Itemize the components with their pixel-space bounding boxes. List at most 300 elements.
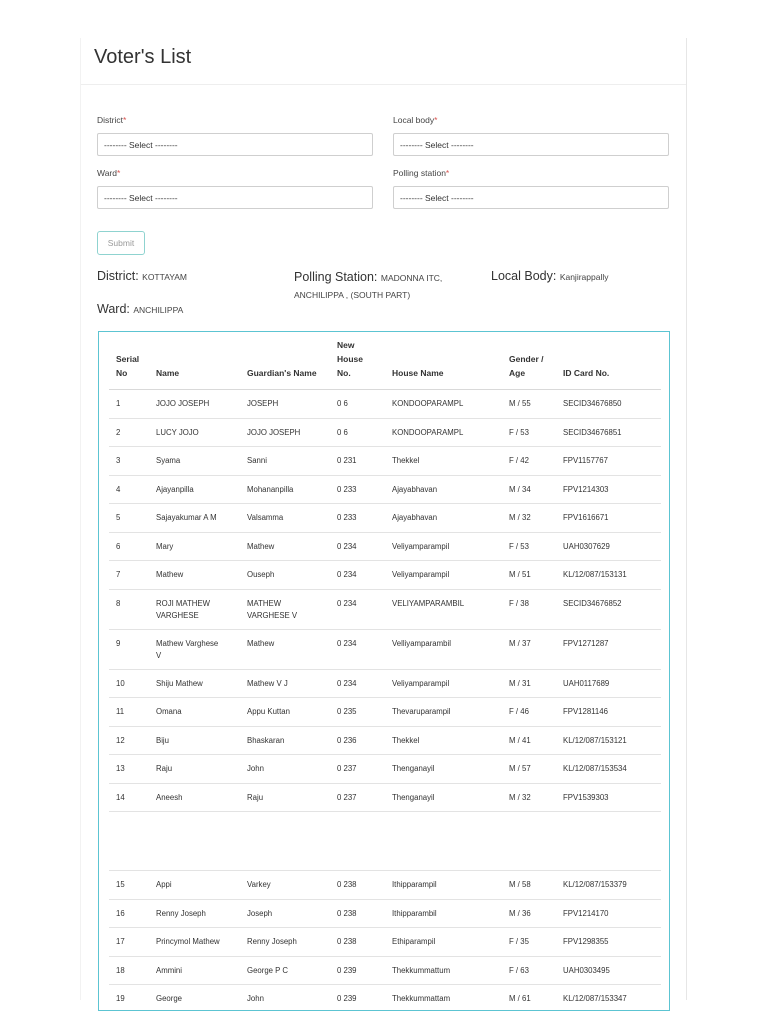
required-mark: * <box>445 168 450 178</box>
table-cell-text: LUCY JOJO <box>156 427 199 437</box>
table-cell-text: Aneesh <box>156 792 183 802</box>
table-row <box>109 698 661 727</box>
table-cell-guardian <box>247 965 288 977</box>
table-cell-text: 0 238 <box>337 880 357 889</box>
district-info-value: KOTTAYAM <box>142 272 188 282</box>
table-cell-house-name <box>392 455 419 467</box>
table-cell-house-name <box>392 879 437 891</box>
table-cell-text: Mathew V J <box>247 678 288 688</box>
table-cell-text: Ajayabhavan <box>392 513 438 522</box>
table-cell-name <box>156 512 217 524</box>
table-cell-gender-age <box>509 398 531 410</box>
table-cell-guardian <box>247 638 274 650</box>
table-cell-name <box>156 706 182 718</box>
table-cell-text: 0 6 <box>337 399 348 408</box>
table-cell-text: FPV1271287 <box>563 638 609 648</box>
table-cell-text: Princymol Mathew <box>156 937 220 946</box>
table-cell-name <box>156 638 218 662</box>
table-cell-text: Appi <box>156 880 172 889</box>
table-cell-name <box>156 763 172 775</box>
table-cell-name <box>156 455 180 467</box>
col-gender-header-line2: Age <box>509 368 526 378</box>
table-cell-text: Veliyamparampil <box>392 678 450 688</box>
district-select[interactable]: -------- Select -------- <box>97 133 373 156</box>
table-cell-text: Shiju Mathew <box>156 678 203 688</box>
table-cell-name <box>156 993 182 1005</box>
col-new-house-header-line2: House <box>337 354 363 364</box>
table-cell-id <box>563 792 609 804</box>
table-cell-text: Syama <box>156 456 181 465</box>
table-cell-id <box>563 706 608 718</box>
table-cell-text: KL/12/087/153121 <box>563 735 627 745</box>
table-cell-name <box>156 879 172 891</box>
table-cell-text: KONDOOPARAMPL <box>392 399 464 408</box>
table-cell-house-no <box>337 569 357 581</box>
table-cell-text: M / 55 <box>509 399 531 408</box>
table-cell-house-no <box>337 598 357 610</box>
table-cell-gender-age <box>509 908 531 920</box>
table-cell-house-name <box>392 792 434 804</box>
table-cell-text: 10 <box>116 678 125 688</box>
table-spacer-row <box>109 812 661 871</box>
col-guardian-header: Guardian's Name <box>247 368 317 378</box>
table-cell-house-name <box>392 706 451 718</box>
local-body-label <box>393 115 437 125</box>
table-cell-gender-age <box>509 427 529 439</box>
table-cell-guardian <box>247 512 283 524</box>
ward-label <box>97 168 120 178</box>
district-label <box>97 115 126 125</box>
table-cell-id <box>563 484 609 496</box>
table-cell-text: 6 <box>116 541 121 551</box>
table-cell-id <box>563 936 609 948</box>
table-cell-gender-age <box>509 735 531 747</box>
table-cell-text: SECID34676850 <box>563 399 622 408</box>
table-cell-name <box>156 735 169 747</box>
table-cell-text: M / 37 <box>509 638 531 648</box>
district-info-label: District: <box>97 269 139 283</box>
table-cell-house-no <box>337 792 357 804</box>
table-cell-serial <box>116 638 120 650</box>
local-body-info-label: Local Body: <box>491 269 557 283</box>
table-cell-serial <box>116 936 125 948</box>
table-cell-text: 0 234 <box>337 541 357 551</box>
table-cell-house-no <box>337 763 357 775</box>
table-cell-serial <box>116 908 125 920</box>
col-serial-header-line1: Serial <box>116 354 140 364</box>
table-cell-id <box>563 879 627 891</box>
table-row <box>109 590 661 630</box>
table-cell-id <box>563 638 609 650</box>
table-cell-text: 0 238 <box>337 908 357 918</box>
table-cell-guardian <box>247 993 264 1005</box>
table-cell-text: FPV1298355 <box>563 937 609 946</box>
table-cell-house-no <box>337 455 357 467</box>
table-cell-house-name <box>392 638 451 650</box>
table-cell-serial <box>116 706 124 718</box>
table-cell-text: 13 <box>116 764 125 773</box>
table-cell-guardian <box>247 455 267 467</box>
table-cell-text: Thenganayil <box>392 764 435 773</box>
table-cell-text: 0 239 <box>337 965 357 975</box>
table-cell-guardian <box>247 706 290 718</box>
table-cell-text: Velliyamparambil <box>392 638 451 648</box>
table-cell-text: KL/12/087/153534 <box>563 764 627 773</box>
table-cell-text: 14 <box>116 792 125 802</box>
table-cell-text: George <box>156 994 183 1003</box>
col-gender-header-line1: Gender / <box>509 354 544 364</box>
table-cell-text: 0 234 <box>337 598 357 608</box>
table-cell-text: 3 <box>116 456 121 465</box>
voters-list-card <box>80 38 687 1003</box>
table-cell-gender-age <box>509 541 529 553</box>
table-cell-text: M / 41 <box>509 735 531 745</box>
col-id-card-header: ID Card No. <box>563 368 610 378</box>
table-row <box>109 533 661 562</box>
table-cell-serial <box>116 965 125 977</box>
table-cell-text: Ethiparampil <box>392 937 436 946</box>
table-cell-serial <box>116 993 125 1005</box>
table-row <box>109 957 661 986</box>
table-row <box>109 419 661 448</box>
table-cell-text: 1 <box>116 399 121 408</box>
table-cell-serial <box>116 879 125 891</box>
col-name-header: Name <box>156 368 180 378</box>
table-cell-id <box>563 678 609 690</box>
table-cell-serial <box>116 541 120 553</box>
table-cell-text: 0 234 <box>337 678 357 688</box>
table-cell-name <box>156 569 183 581</box>
table-cell-guardian <box>247 879 271 891</box>
table-cell-text: 4 <box>116 484 121 494</box>
table-cell-text: Varkey <box>247 880 271 889</box>
table-cell-name <box>156 598 210 622</box>
table-cell-text: 16 <box>116 908 125 918</box>
table-cell-text: 8 <box>116 598 121 608</box>
table-cell-guardian <box>247 908 272 920</box>
table-cell-gender-age <box>509 763 531 775</box>
table-cell-text: 7 <box>116 570 121 579</box>
table-cell-text: M / 36 <box>509 908 531 918</box>
table-row <box>109 784 661 813</box>
table-cell-text: Ithipparambil <box>392 908 437 918</box>
table-cell-id <box>563 398 622 410</box>
ward-label-text: Ward <box>97 168 117 178</box>
table-cell-text: Thenganayil <box>392 792 435 802</box>
submit-button[interactable]: Submit <box>97 231 145 255</box>
ward-info-value: ANCHILIPPA <box>133 305 184 315</box>
table-cell-text: 0 235 <box>337 707 357 716</box>
table-cell-id <box>563 598 622 610</box>
table-cell-text: Thekkummattum <box>392 965 451 975</box>
table-cell-text: F / 46 <box>509 707 529 716</box>
table-cell-gender-age <box>509 484 531 496</box>
table-cell-house-no <box>337 706 357 718</box>
table-cell-text: Valsamma <box>247 513 284 522</box>
table-cell-house-name <box>392 936 435 948</box>
table-row <box>109 561 661 590</box>
table-cell-text: Ithipparampil <box>392 880 437 889</box>
table-cell-text: FPV1281146 <box>563 707 608 716</box>
voters-table <box>98 331 670 1011</box>
ward-select[interactable]: -------- Select -------- <box>97 186 373 209</box>
table-cell-text: M / 32 <box>509 792 531 802</box>
table-cell-text: F / 42 <box>509 456 529 465</box>
table-cell-text: F / 63 <box>509 965 529 975</box>
table-cell-house-no <box>337 512 357 524</box>
table-cell-serial <box>116 735 125 747</box>
table-cell-house-name <box>392 569 449 581</box>
table-row <box>109 670 661 699</box>
table-cell-id <box>563 965 610 977</box>
table-cell-text: Thekkel <box>392 735 420 745</box>
table-cell-id <box>563 569 627 581</box>
table-cell-text: KL/12/087/153379 <box>563 880 627 889</box>
table-cell-serial <box>116 678 125 690</box>
col-new-house-header <box>337 338 363 380</box>
table-cell-gender-age <box>509 598 529 610</box>
table-cell-house-name <box>392 541 449 553</box>
table-cell-house-no <box>337 936 357 948</box>
table-cell-text: M / 51 <box>509 570 531 579</box>
table-cell-text: 0 237 <box>337 792 357 802</box>
table-cell-text: Mathew <box>156 570 184 579</box>
table-cell-text: Raju <box>156 764 173 773</box>
table-cell-guardian <box>247 678 288 690</box>
table-cell-house-name <box>392 735 419 747</box>
table-cell-house-no <box>337 638 357 650</box>
table-cell-guardian <box>247 598 297 622</box>
table-cell-house-no <box>337 735 357 747</box>
table-cell-name <box>156 427 199 439</box>
ward-info <box>97 302 183 316</box>
table-cell-text: Mary <box>156 541 174 551</box>
table-cell-text: M / 31 <box>509 678 531 688</box>
table-cell-text: F / 53 <box>509 427 529 437</box>
table-cell-gender-age <box>509 512 531 524</box>
table-cell-name <box>156 792 182 804</box>
ward-info-label: Ward: <box>97 302 130 316</box>
table-cell-id <box>563 512 609 524</box>
table-cell-text-line2: VARGHESE V <box>247 610 298 620</box>
table-cell-gender-age <box>509 638 531 650</box>
table-row <box>109 985 661 1011</box>
table-cell-text: 0 6 <box>337 427 348 437</box>
table-cell-id <box>563 541 610 553</box>
table-cell-serial <box>116 598 120 610</box>
table-cell-text: George P C <box>247 965 289 975</box>
polling-station-select[interactable]: -------- Select -------- <box>393 186 669 209</box>
table-cell-text: 0 234 <box>337 570 357 579</box>
table-cell-id <box>563 735 627 747</box>
table-cell-serial <box>116 569 120 581</box>
col-new-house-header-line1: New <box>337 340 355 350</box>
table-cell-text: FPV1157767 <box>563 456 608 465</box>
table-cell-house-no <box>337 908 357 920</box>
local-body-info-value: Kanjirappally <box>559 272 609 282</box>
table-cell-text: 12 <box>116 735 125 745</box>
table-cell-text: John <box>247 994 264 1003</box>
table-cell-text: Raju <box>247 792 264 802</box>
table-cell-text: Ammini <box>156 965 182 975</box>
table-cell-house-no <box>337 993 357 1005</box>
table-cell-guardian <box>247 398 278 410</box>
table-row <box>109 390 661 419</box>
table-cell-text: 0 236 <box>337 735 357 745</box>
table-cell-house-no <box>337 398 348 410</box>
table-cell-house-name <box>392 993 450 1005</box>
table-cell-name <box>156 484 194 496</box>
table-cell-serial <box>116 512 120 524</box>
table-cell-text: FPV1214303 <box>563 484 609 494</box>
table-cell-text: FPV1539303 <box>563 792 609 802</box>
col-serial-header <box>116 352 139 380</box>
table-cell-text: Sanni <box>247 456 267 465</box>
table-row <box>109 727 661 756</box>
table-cell-text: 18 <box>116 965 125 975</box>
table-cell-text: 15 <box>116 880 125 889</box>
table-cell-serial <box>116 792 125 804</box>
table-cell-text: JOJO JOSEPH <box>156 399 210 408</box>
table-cell-house-name <box>392 908 437 920</box>
table-cell-text: Mathew <box>247 638 275 648</box>
table-cell-gender-age <box>509 569 531 581</box>
table-cell-gender-age <box>509 936 529 948</box>
table-cell-name <box>156 398 209 410</box>
local-body-select[interactable]: -------- Select -------- <box>393 133 669 156</box>
table-cell-text: SECID34676852 <box>563 598 622 608</box>
polling-station-info-value-2: ANCHILIPPA , (SOUTH PART) <box>294 290 411 300</box>
polling-station-info-value: MADONNA ITC, <box>380 273 443 283</box>
table-row <box>109 476 661 505</box>
table-cell-name <box>156 541 173 553</box>
table-cell-serial <box>116 484 120 496</box>
table-cell-serial <box>116 763 125 775</box>
table-cell-text: 0 231 <box>337 456 357 465</box>
table-cell-guardian <box>247 763 264 775</box>
local-body-label-text: Local body <box>393 115 435 125</box>
table-cell-text: UAH0117689 <box>563 678 610 688</box>
table-cell-house-no <box>337 427 348 439</box>
table-row <box>109 755 661 784</box>
table-cell-text: VELIYAMPARAMBIL <box>392 598 465 608</box>
table-cell-house-no <box>337 678 357 690</box>
page-title: Voter's List <box>94 46 192 68</box>
table-cell-text: Appu Kuttan <box>247 707 290 716</box>
table-cell-name <box>156 936 220 948</box>
col-gender-age-header <box>509 352 543 380</box>
table-cell-text: SECID34676851 <box>563 427 622 437</box>
table-cell-house-name <box>392 398 463 410</box>
title-divider <box>81 84 686 85</box>
table-cell-text-line2: VARGHESE <box>156 610 199 620</box>
table-cell-guardian <box>247 936 297 948</box>
table-cell-text: Sajayakumar A M <box>156 513 217 522</box>
table-cell-gender-age <box>509 678 531 690</box>
required-mark: * <box>117 168 121 178</box>
table-cell-guardian <box>247 541 274 553</box>
table-cell-text: Joseph <box>247 908 273 918</box>
table-cell-text: 0 238 <box>337 937 357 946</box>
table-cell-id <box>563 763 627 775</box>
table-cell-guardian <box>247 427 300 439</box>
table-row <box>109 504 661 533</box>
table-cell-house-name <box>392 678 449 690</box>
table-cell-text-line2: V <box>156 650 162 660</box>
table-cell-text: UAH0307629 <box>563 541 610 551</box>
table-cell-text: Ouseph <box>247 570 275 579</box>
table-cell-house-name <box>392 598 464 610</box>
table-cell-text: F / 38 <box>509 598 529 608</box>
table-cell-text: 2 <box>116 427 121 437</box>
required-mark: * <box>122 115 127 125</box>
table-cell-text: MATHEW <box>247 598 282 608</box>
table-row <box>109 928 661 957</box>
table-cell-text: Veliyamparampil <box>392 570 450 579</box>
polling-station-label-text: Polling station <box>393 168 446 178</box>
table-cell-text: M / 61 <box>509 994 531 1003</box>
table-cell-text: 19 <box>116 994 125 1003</box>
table-row <box>109 871 661 900</box>
table-cell-house-name <box>392 965 450 977</box>
table-cell-guardian <box>247 792 263 804</box>
table-cell-text: 0 237 <box>337 764 357 773</box>
table-cell-text: Ajayabhavan <box>392 484 438 494</box>
col-house-name-header: House Name <box>392 368 444 378</box>
table-cell-text: 0 233 <box>337 484 357 494</box>
table-cell-text: F / 53 <box>509 541 529 551</box>
table-cell-house-name <box>392 763 434 775</box>
district-info <box>97 269 187 283</box>
table-cell-text: M / 34 <box>509 484 531 494</box>
table-cell-text: Bhaskaran <box>247 735 285 745</box>
table-cell-gender-age <box>509 792 531 804</box>
table-cell-text: Omana <box>156 707 182 716</box>
table-cell-text: FPV1214170 <box>563 908 609 918</box>
table-cell-text: 0 239 <box>337 994 357 1003</box>
table-cell-text: John <box>247 764 264 773</box>
table-cell-text: 0 234 <box>337 638 357 648</box>
table-cell-text: KL/12/087/153131 <box>563 570 627 579</box>
table-cell-text: FPV1616671 <box>563 513 609 522</box>
table-cell-guardian <box>247 484 293 496</box>
table-cell-text: M / 58 <box>509 880 531 889</box>
table-cell-house-no <box>337 484 357 496</box>
table-cell-text: Mohananpilla <box>247 484 294 494</box>
table-cell-text: Renny Joseph <box>156 908 206 918</box>
table-cell-text: Mathew Varghese <box>156 638 219 648</box>
table-cell-house-no <box>337 541 357 553</box>
table-cell-text: Thevaruparampil <box>392 707 451 716</box>
table-cell-text: KL/12/087/153347 <box>563 994 627 1003</box>
table-cell-guardian <box>247 735 284 747</box>
table-cell-house-name <box>392 484 437 496</box>
local-body-info <box>491 269 608 283</box>
table-cell-text: Thekkummattam <box>392 994 451 1003</box>
polling-station-label <box>393 168 449 178</box>
table-cell-id <box>563 993 627 1005</box>
table-cell-house-no <box>337 965 357 977</box>
table-cell-text: F / 35 <box>509 937 529 946</box>
table-cell-text: UAH0303495 <box>563 965 610 975</box>
table-cell-text: M / 32 <box>509 513 531 522</box>
polling-station-info-label: Polling Station: <box>294 270 378 284</box>
table-cell-text: Thekkel <box>392 456 420 465</box>
table-cell-id <box>563 455 608 467</box>
table-cell-gender-age <box>509 455 529 467</box>
table-cell-id <box>563 427 622 439</box>
table-cell-text: Ajayanpilla <box>156 484 194 494</box>
